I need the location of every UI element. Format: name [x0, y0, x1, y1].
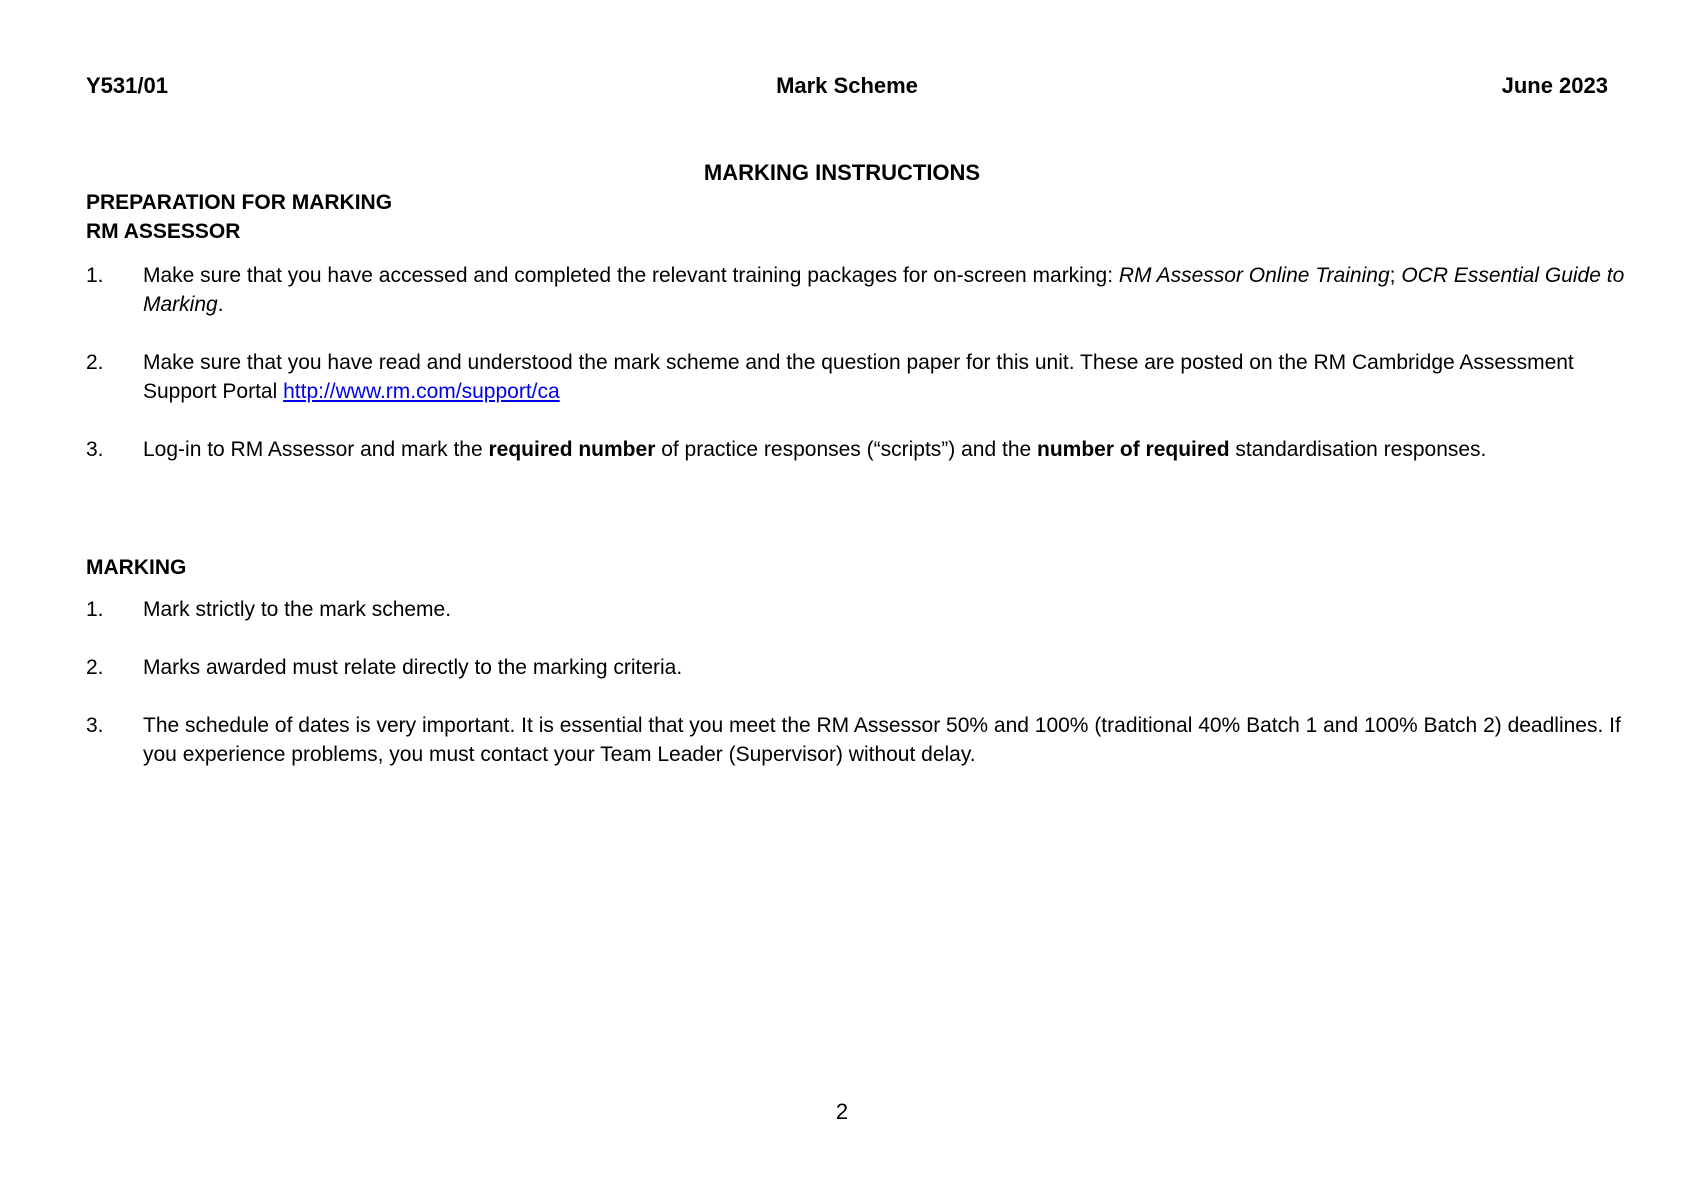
page-number: 2 — [835, 1099, 849, 1124]
list-item-text: Mark strictly to the mark scheme. — [143, 598, 452, 621]
page-header — [86, 73, 1608, 103]
support-portal-link[interactable]: http://www.rm.com/support/ca — [283, 380, 560, 403]
list-number: 2. — [86, 351, 104, 374]
list-number: 3. — [86, 438, 104, 461]
header-title: Mark Scheme — [776, 73, 918, 98]
exam-date: June 2023 — [1501, 73, 1608, 98]
list-item-text — [143, 348, 1643, 406]
italic-text: OCR Essential Guide to Marking — [143, 264, 1625, 316]
text-segment: Log-in to RM Assessor and mark the — [143, 438, 489, 461]
bold-text: number of required — [1037, 438, 1230, 461]
text-segment: Make sure that you have read and understood the mark scheme and the question paper for this unit. These are posted on the RM Cambridge Assessment Support Portal — [143, 351, 1574, 403]
paper-code: Y531/01 — [86, 73, 168, 98]
list-number: 2. — [86, 656, 104, 679]
bold-text: required number — [488, 438, 656, 461]
text-segment: standardisation responses. — [1229, 438, 1487, 461]
text-segment: . — [217, 293, 224, 316]
text-segment: of practice responses (“scripts”) and the — [655, 438, 1038, 461]
preparation-heading: PREPARATION FOR MARKING — [86, 191, 393, 214]
marking-heading: MARKING — [86, 556, 187, 579]
list-number: 3. — [86, 714, 104, 737]
page-title: MARKING INSTRUCTIONS — [703, 160, 981, 185]
list-number: 1. — [86, 264, 104, 287]
list-item-text: The schedule of dates is very important. It is essential that you meet the RM Assessor 50% and 100% (traditional 40% Batch 1 and 100% Batch 2) deadlines. If you experience problems, you must contact your Team Leader (Supervisor) without delay. — [143, 714, 1621, 766]
text-segment: ; — [1389, 264, 1402, 287]
list-item-text — [143, 261, 1643, 319]
list-item-text: Marks awarded must relate directly to the marking criteria. — [143, 656, 683, 679]
text-segment: Make sure that you have accessed and completed the relevant training packages for on-screen marking: — [143, 264, 1119, 287]
list-number: 1. — [86, 598, 104, 621]
italic-text: RM Assessor Online Training — [1118, 264, 1390, 287]
rm-assessor-subheading: RM ASSESSOR — [86, 220, 241, 243]
list-item-text — [143, 435, 1643, 464]
